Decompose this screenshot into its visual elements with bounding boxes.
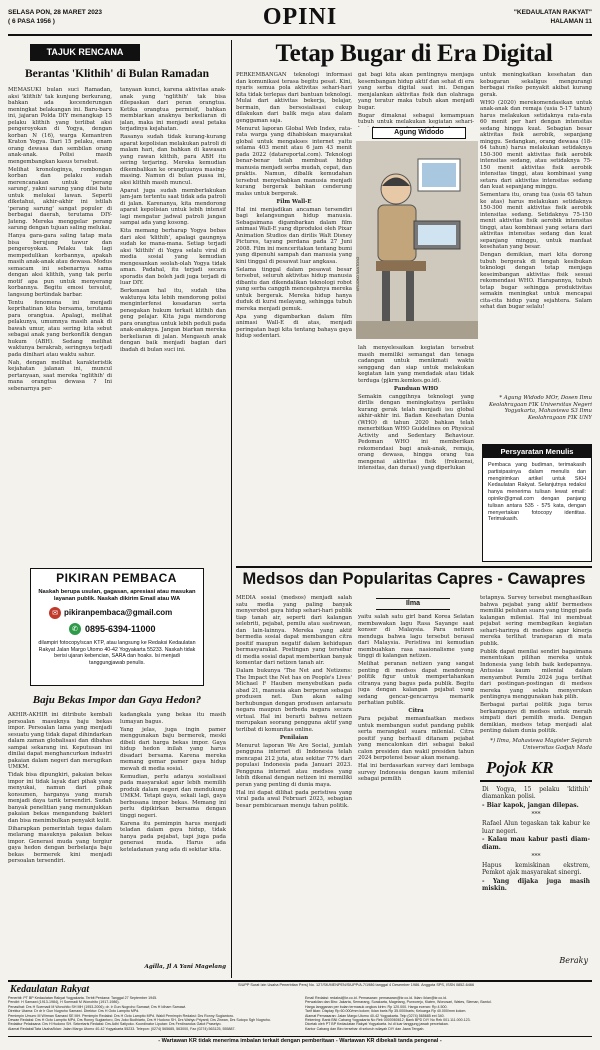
pembaca-email[interactable]: pikiranpembaca@gmail.com: [64, 608, 173, 617]
pojok-title: Pojok KR: [486, 758, 554, 777]
paragraph: Rasanya sudah tidak kurang-kurang aparat kepolisian melakukan patroli di malam hari, dan bahkan di kawasan yang rawan klithih, para ABH itu sering terjaring. Mereka kemudian dikembalikan ke orangtuanya masing-masing. Namun di bulan puasa ini, aksi klithih masih muncul.: [120, 134, 226, 186]
paragraph: PERKEMBANGAN teknologi informasi dan komunikasi terasa begitu pesat. Kini, nyaris semua pola aktivitas sehari-hari kita tidak terlepas dari bantuan teknologi. Mulai dari aktivitas bekerja, belajar, bermain, dan bersosialisasi cukup dilakukan dari balik meja atau dalam genggaman saja.: [236, 72, 352, 124]
second-article-title: Medsos dan Popularitas Capres - Cawapres: [242, 570, 586, 588]
second-col-2: [358, 614, 474, 976]
main-col-2-top: [358, 72, 474, 127]
colophon-line: Pendiri: H Samawi (1913-1984), H Soemadi M Wonohito (1917-1986).: [8, 1000, 120, 1005]
main-col-2-bottom: [358, 345, 474, 562]
editorial-title: Berantas 'Klithih' di Bulan Ramadan: [24, 68, 210, 80]
subheading: Film Wall-E: [276, 198, 312, 205]
paragraph: gat bagi kita akan pentingnya menjaga kesembangan hidup aktif dan sehat di era yang serba digital saat ini. Dengan menjalankan aktivitas fisik dan olahraga yang teratur maka tubuh akan menjadi bugar.: [358, 72, 474, 111]
editorial-label: TAJUK RENCANA: [30, 44, 140, 61]
paragraph: Bugar dimaknai sebagai kemampuan tubuh untuk melakukan kegiatan sehari-: [358, 112, 474, 125]
paragraph: Sementara itu, orang tua (usia 65 tahun ke atas) harus melakukan setidaknya 150-300 menit aktivitas fisik aerobik intensitas sedang. Setidaknya 75-150 menit aktivitas fisik aerobik intensitas tinggi, atau kombinasi yang setara dari aktivitas intensitas sedang dan kuat sepanjang minggu, untuk manfaat kesehatan yang besar.: [480, 192, 592, 250]
paragraph: Diharapkan pemerintah tegas dalam melarang masuknya pakaian bekas impor. Generasi muda yang tergiur gaya hedon dengan berbelanja baju bekas bermerek kini menjadi persoalan tersendiri.: [8, 825, 112, 864]
second-article-bio: *) Ilma, Mahasiswa Magister Sejarah Universitas Gadjah Mada: [490, 738, 592, 751]
paragraph: MEMASUKI bulan suci Ramadan, aksi 'klithih' tak kunjung berkurang, bahkan ada kecenderungan meningkat belakangan ini. Baru-baru ini, jajaran Polda DIY menangkap 15 pelaku klithih yang terlibat aksi pengeroyokan di Yogya, dengan korban N (16), warga Kemantren Kraton Yogya. Dari 15 pelaku, enam orang dewasa dan sembilan orang anak-anak. Polisi masih mengembangkan kasus tersebut.: [8, 87, 112, 165]
main-col-3: [480, 72, 592, 392]
paragraph: Hal ini dapat dilihat pada peristiwa yang viral pada awal Februari 2023, sebagian besar pembicaraan menuju tahun politik.: [236, 789, 352, 809]
colophon-line: Alamat Redaksi/Tata Usaha/Iklan: Jalan Margo Utomo 40-42 Yogyakarta 55233. Telepon: (0274) 565685, 563000, Fax (0274) 563125, 555887.: [8, 1026, 236, 1031]
second-col-3: [480, 595, 592, 735]
masthead: [8, 6, 592, 34]
paragraph: AKHIR-AKHIR ini ditribute kembali persoalan masuknya baju bekas impor. Persoalan lama yang menjadi sesuatu yang tidak dapat dihindarkan dalam zaman globalisasi dan dibahas sampai sekarang ini. Keputusan ini dinilai dapat menghancurkan industri pakaian dalam negeri dan merugikan UMKM.: [8, 712, 112, 770]
colophon-line: Rekening: Bank BNI Cabang Yogyakarta No Rek 0000060612; Bank BPD DIY No Rek 001.111.000.123.: [305, 1018, 471, 1023]
masthead-page: HALAMAN 11: [550, 18, 592, 25]
masthead-edition: ( 6 PASA 1956 ): [8, 18, 55, 25]
colophon-line: Direktur Utama: Dr dr Ir Gun Nugroho Samawi. Direktur: Drs H Octo Lampito MPd.: [8, 1009, 140, 1014]
persyaratan-box: [482, 444, 592, 562]
pojok-title-rule: [480, 780, 592, 782]
colophon-line: Kantor Cabang dan Biro tersebar di seluruh wilayah DIY dan Jawa Tengah.: [305, 1026, 425, 1031]
colophon-line: Alamat Pemasaran: Jalan Margo Utomo 40-42 Yogyakarta. Telp (0274) 565685 ext 340.: [305, 1013, 445, 1018]
paragraph: Karena itu pemimpin harus menjadi teladan dalam gaya hidup, tidak hanya pada pejabat, tapi juga pada generasi muda. Harus ada keteladanan yang ada di sekitar kita.: [120, 820, 226, 853]
author-name: Agung Widodo: [394, 129, 444, 136]
paragraph: Kita memang berharap Yogya bebas dari aksi 'klithih', apalagi gaungnya sudah ke mana-mana. Setiap terjadi aksi 'klithih' di Yogya selalu viral di media sosial yang kemudian mengesankan seolah-olah Yogya tidak aman. Padahal, itu terjadi secara sporadis dan boleh jadi juga terjadi di luar DIY.: [120, 228, 226, 286]
paragraph: Tidak bisa dipungkiri, pakaian bekas impor ini tidak layak dari pihak yang menyukai, namun dari pihak konsumen, harganya yang murah menjadi daya tarik tersendiri. Sudah banyak penelitian yang menunjukkan pakaian bekas mengandung bakteri dan bisa menimbulkan penyakit kulit.: [8, 772, 112, 824]
second-author-badge: [376, 598, 450, 610]
persyaratan-text: Pembaca yang budiman, terimakasih partisipasinya dalam menulis dan mengirimkan artikel untuk SKH Kedaulatan Rakyat. Selanjutnya redaksi hanya menerima tulisan lewat email: opinikr@gmail.com dengan panjang tulisan antara 535 - 575 kata, dengan menyertakan fotocopy identitas. Terimakasih.: [488, 462, 586, 523]
article-illustration: [356, 141, 478, 339]
paragraph: Hal ini menjadikan ancaman tersendiri bagi kelangsungan hidup manusia. Sebagaimana digambarkan dalam film animasi Wall-E yang diproduksi oleh Pixar Animation Studios dan dirilis Walt Disney Pictures, tayang perdana pada 27 Juni 2008. Film ini menceritakan tentang bumi yang dipenuhi sampah dan manusia yang kini tinggal di pesawat luar angkasa.: [236, 206, 352, 265]
pojok-separator: ***: [531, 811, 541, 819]
mid-rule: [236, 566, 592, 568]
subheading: Panduan WHO: [393, 385, 439, 392]
letter-col-2: [120, 712, 226, 962]
colophon-line: Penasihat: Drs H Soemadi M Wonohito SH MH (1953-2006); dr. Ir Gun Nugroho Samawi; Drs H Idham Samawi.: [8, 1004, 187, 1009]
whatsapp-icon: ✆: [69, 623, 81, 635]
paragraph: tanyaan kunci, karena aktivitas anak-anak yang 'nglithih' tak bisa dilepaskan dari peran orangtua. Ketika orangtua permisif, bahkan membiarkan anaknya berkeliaran di jalan, maka ini menjadi awal petaka terjadinya kejahatan.: [120, 87, 226, 132]
colophon: [8, 983, 592, 1035]
pojok-signature: Beraky: [559, 956, 588, 965]
pojok-separator: ***: [531, 852, 541, 860]
masthead-paper: "KEDAULATAN RAKYAT": [513, 9, 592, 16]
paragraph: Melihat peranan netizen yang sangat penting di medsos dapat mendorong politik figur untuk mempertahankan citranya yang bagus pada publik. Begitu juga dengan kalangan pejabat yang sedang gencar-gencarnya memarik perhatian publik.: [358, 661, 474, 706]
colophon-line: Pemimpin Umum: M Wirman Samawi SE MH. Pemimpin Redaksi: Drs H Octo Lampito MPd. Wakil Pemimpin Redaksi: Drs Ronny Sugiantoro.: [8, 1013, 234, 1018]
paragraph: Para pejabat memanfaatkan medsos untuk membangun sudut pandang publik serta merangkul suara milenial. Citra positif yang berhasil ditanam pejabat yang mencalonkan diri sebagai bakal calon presiden dan wakil presiden tahun 2024 berpotensi besar akan menang.: [358, 716, 474, 761]
paragraph: Publik dapat menilai sendiri bagaimana menentukan pilihan mereka untuk Indonesia yang lebih baik kedepannya. Antusias kaum milenial dalam menyambut Pemilu 2024 juga terlihat dari postingan-postingan di medsos mereka yang selalu menyerukan pentingnya menggunakan hak pilih.: [480, 648, 592, 700]
pojok-item: Di Yogya, 15 pelaku 'klithih' diamankan polisi.: [482, 786, 590, 801]
masthead-date: SELASA PON, 28 MARET 2023: [8, 9, 103, 16]
editorial-section: [8, 40, 226, 565]
paragraph: Dengan demikian, mari kita dorong tubuh bergerak di tengah kesibukan teknologi dengan tetap menjaga keseimbangan aktivitas fisik sesuai rekomendasi WHO. Harapannya, tubuh tetap bugar sehingga produktivitas semakin meningkat untuk mencapai cita-cita hidup yang sejahtera. Salam sehat dan bugar selalu!: [480, 252, 592, 310]
paragraph: Nah, dengan melihat karakteristik kejahatan jalanan ini, muncul pertanyaan, saat mereka 'nglithih' di mana orangtua dewasa ? Ini sebenarnya per-: [8, 359, 112, 392]
paragraph: WHO (2020) merekomendasikan untuk anak-anak dan remaja (usia 5-17 tahun) harus melakukan setidaknya rata-rata 60 menit per hari dengan intensitas sedang hingga kuat. Sebagian besar aktivitas fisik aerobik, sepanjang minggu. Sedangkan, orang dewasa (18-64 tahun) harus melakukan setidaknya 150-300 menit aktivitas fisik aerobik intensitas sedang, atau setidaknya 75-150 menit aktivitas fisik aerobik intensitas tinggi, atau kombinasi yang setara dari aktivitas intensitas sedang dan kuat sepanjang minggu.: [480, 99, 592, 190]
illustration-figure: [356, 141, 478, 339]
email-icon: ✉: [49, 607, 61, 619]
paragraph: Hanya gara-gara saling tatap mata bisa berujung tawur dan pengeroyokan. Pelaku tak lagi mempedulikan korbannya, apakah masih anak-anak atau dewasa. Modus semacam ini sebenarnya sama dengan aksi klithih, yang tak perlu motif apa pun untuk menyerang korbannya. Begitu emosi tersulut, langsung bertindak barbar.: [8, 233, 112, 298]
paragraph: lah menyelesaikan kegiatan tersebut masih memiliki semangat dan tenaga cadangan untuk menikmati waktu senggang dan siap untuk melakukan kegiatan lain yang mendadak atau tidak terduga (pjkrm.kemkes.go.id).: [358, 345, 474, 384]
photo-credit: KR/JOKO SANTOSO: [356, 256, 360, 291]
footer-note: - Wartawan KR tidak menerima imbalan terkait dengan pemberitaan - Wartawan KR dibekali tanda pengenal -: [158, 1038, 442, 1044]
pojok-box: [480, 758, 592, 973]
colophon-line: Redaktur Pelaksana: Drs H Hudono SH. Sekretaris Redaksi: Drs Adhi Satiyoko. Koordinator Liputan: Drs Ferdinandus Gatot Prasetyo.: [8, 1022, 222, 1027]
colophon-line: Tarif iklan: Display Rp 60.000/mm kolom; Iklan baris Rp 35.000/baris; Keluarga Rp 40.000/mm kolom.: [305, 1009, 467, 1014]
paragraph: kadangkala yang bekas itu masih lumayan bagus.: [120, 712, 226, 725]
pembaca-title: PIKIRAN PEMBACA: [56, 571, 177, 585]
main-article-title: Tetap Bugar di Era Digital: [275, 40, 553, 67]
main-col-1: [236, 72, 352, 562]
paragraph: Yang jelas, juga ingin pamer menggunakan baju bermerek, meski dibeli dari harga bekas impor. Gaya hidup hedon inilah yang harus disadari bersama. Karena mereka memang gemar pamer gaya hidup mewah di media sosial.: [120, 726, 226, 772]
colophon-body: [8, 996, 592, 1035]
pojok-quip: - Kalau mau kabur pasti diam-diam.: [482, 836, 590, 851]
colophon-line: Email Redaksi: redaksi@kr.co.id. Pemasaran: pemasaran@kr.co.id. Iklan: iklan@kr.co.id.: [305, 996, 447, 1000]
pojok-item: Hapus kemiskinan ekstrem, Pemkot ajak masyarakat sinergi.: [482, 861, 590, 877]
paragraph: tetapnya. Survey tersebut menghasilkan bahwa pejabat yang aktif bermedsos memiliki peluhan suara yang tinggi pada kalangan milenial. Hal ini membuat pejabat sering membagikan kegiatan sehari-harinya di medsos agar kinerja mereka terlihat transparan di mata publik.: [480, 595, 592, 647]
colophon-logo: Kedaulatan Rakyat: [10, 984, 90, 995]
pembaca-intro: Naskah berupa usulan, gagasan, apresiasi atau masukan layanan publik. Naskah dikirim Email atau WA: [38, 589, 196, 602]
masthead-rule: [8, 34, 592, 36]
pojok-quip: - Biar kapok, jangan dilepas.: [482, 802, 579, 810]
paragraph: untuk meningkatkan kesehatan dan kebugaran sekaligus mengurangi berbagai risiko penyakit akibat kurang gerak.: [480, 72, 592, 98]
second-col-1: [236, 595, 352, 975]
subheading: Citra: [408, 708, 424, 714]
letter-title: Baju Bekas Impor dan Gaya Hedon?: [32, 694, 202, 706]
paragraph: Menurut laporan Global Web Index, rata-rata warga yang dihabiskan masyarakat global untuk mengakses internet yaitu selama 403 menit atau 6 jam 43 menit pada 2022 (datareportal.com). Teknologi benar-benar telah membuat hidup manusia menjadi serba mudah, cepat, dan praktis. Namun, dibalik kemudahan tersebut menyebabkan manusia menjadi kurang bergerak bahkan cenderung malas untuk bergerak.: [236, 125, 352, 197]
colophon-line: Penerbit: PT BP Kedaulatan Rakyat Yogyakarta. Terbit Perdana: Tanggal 27 September 1945.: [8, 996, 158, 1000]
paragraph: yaitu salah satu girl band Korea Selatan membawakan lagu Rasa Sayange saat konser di Malaysia. Para netizen menduga bahwa lagu tersebut berasal dari Malaysia. Peristiwa ini kemudian membuahkan rasa nasionalisme yang tinggi di kalangan netizen.: [358, 614, 474, 659]
main-article-bio: * Agung Widodo MOr, Dosen Ilmu Keolahragaan FIK Universitas Negeri Yogyakarta, Mahasiswa S3 Ilmu Keolahragaan FIK UNY: [489, 395, 592, 421]
colophon-siup: SIUPP Surat Izin Usaha Penerbitan Pers) No. 127/SK/MENPEN/SIUPP/A.7/1986 tanggal 4 Desember 1986. Anggota SPS, ISSN 0852-6466: [238, 983, 475, 987]
letter-signature: Agilla, Jl A Yani Magelang: [144, 964, 226, 970]
paragraph: Kemudian, perlu adanya sosialisasi pada masyarakat agar lebih memilih produk dalam negeri dan mendukung UMKM. Tetapi gaya, sekali lagi, gaya berbusana impor bekas. Memang ini perlu dipikirkan bersama dengan tinggi negeri.: [120, 773, 226, 819]
subheading: Penilaian: [279, 734, 309, 741]
colophon-line: Dicetak oleh PT BP Kedaulatan Rakyat Yogyakarta. Isi di luar tanggung jawab percetakan.: [305, 1022, 449, 1027]
pembaca-box: [30, 568, 204, 686]
paragraph: Menurut laporan We Are Social, jumlah pengguna internet di Indonesia telah mencapai 212 juta, atau sekitar 77% dari populasi Indonesia pada Januari 2023. Pengguna internet atau medsos yang lebih dikenal dengan netizen ini memiliki peran yang penting di dunia maya.: [236, 742, 352, 788]
colophon-line: Harga langganan per bulan termasuk ongkos kirim: Rp 120.000. Harga eceran: Rp 4.500.: [305, 1004, 448, 1009]
paragraph: Semakin canggihnya teknologi yang dirilis dengan meningkatnya perilaku kurang gerak telah menjadi isu global akhir-akhir ini. Badan Kesehatan Dunia (WHO) di tahun 2020 bahkan telah menerbitkan WHO Guidelines on Physical Activity and Sedentary Behaviour. Pedoman WHO ini memberikan rekomendasi bagi anak-anak, remaja, orang dewasa, hingga orang tua mengenai aktivitas fisik (frekuensi, intensitas, dan durasi) yang diperlukan: [358, 393, 474, 471]
pojok-list: [482, 786, 590, 956]
second-author-name: Ilma: [405, 600, 420, 607]
colophon-rule: [8, 980, 592, 982]
author-badge: [372, 127, 466, 139]
column-divider: [231, 40, 232, 978]
colophon-line: Dewan Redaksi: Drs H Octo Lampito MPd, Drs Ronny Sugiantoro, Drs Joko Budhiarto, Drs H Hudono SH, Drs Wahyu Priyanti, Drs Zirwan, Drs Sutopo Sgh Nugroho.: [8, 1018, 271, 1023]
pembaca-note: dilampiri fotocopy/scan KTP, atau langsung ke Redaksi Kedaulatan Rakyat Jalan Margo Utomo 40-42 Yogyakarta 55233. Naskah tidak berisi ujaran kebencian, SARA dan hoaks. Isi menjadi tanggungjawab penulis.: [38, 640, 196, 666]
footer-rule: [8, 1036, 592, 1037]
pembaca-wa[interactable]: 0895-6394-11000: [85, 624, 156, 634]
editorial-col-2: [120, 87, 226, 562]
paragraph: Apa yang digambarkan dalam film animasi Wall-E di atas, menjadi peringatan bagi kita tentang bahaya gaya hidup sedentari.: [236, 313, 352, 339]
pojok-item: Rafael Alun tegaskan tak kabur ke luar negeri.: [482, 820, 590, 835]
pojok-quip: - Yang dijaka juga masih miskin.: [482, 877, 590, 893]
colophon-line: Perwakilan dan Biro: Jakarta, Semarang, Surakarta, Magelang, Purworejo, Klaten, Wonosari, Wates, Sleman, Bantul.: [305, 1000, 492, 1005]
paragraph: Selama tinggal dalam pesawat besar tersebut, seluruh aktivitas hidup manusia dibantu dan dikendalikan teknologi robot yang serba canggih mencegahnya mereka untuk bergerak. Mereka hidup hanya duduk di kursi melayang, sehingga tubuh mereka menjadi gemuk.: [236, 266, 352, 312]
paragraph: Melihat kronologinya, rombongan korban dan pelaku sudah merencanakan untuk 'perang sarung', yakni sarung yang diisi batu untuk melukai lawan. Seperti diketahui, akhir-akhir ini istilah 'perang sarung' sangat populer di berbagai daerah, terutama DIY-Jateng. Mereka menggelar perang sarung dengan tujuan saling melukai.: [8, 166, 112, 231]
paragraph: Berbagai partai politik juga terus berkampanye di medsos untuk meraih simpati dari pemilih muda. Dengan demikian, medsos tetap menjadi alat penting dalam dunia politik.: [480, 702, 592, 734]
paragraph: Berkenaan hal itu, sudah tiba waktunya kita lebih mendorong polisi menginterfensi kesadaran serta penegakan hukum terkait klithih dan geng pelajar. Kita juga mendorong para orangtua untuk lebih peduli pada anak-anaknya. Jangan biarkan mereka berkeliaran di jalan. Mengasuh anak dengan baik menjadi bagian dari ibadah di bulan suci ini.: [120, 288, 226, 353]
section-title: OPINI: [262, 4, 338, 30]
editorial-col-1: [8, 87, 112, 562]
paragraph: MEDIA sosial (medsos) menjadi salah satu media yang paling banyak menyerobot gaya hidup sehari-hari publik tiap tanah air, seperti dari kalangan selebriti, pejabat, pemilu atau sastrawan, dan lain-lainnya. Mereka yang aktif bermedia sosial dapat membangun citra positif maupun negatif dalam kehidupan bermasyarakat. Postingan yang tersebar di media sosial dapat memberikan banyak komentar dari netizen tanah air.: [236, 595, 352, 666]
paragraph: Tentu fenomena ini menjadi keprihatinan kita bersama, terutama para orangtua. Apalagi, melihat pelakunya, umumnya masih anak di bawah umur, atau sering kita sebut sebagai anak yang berkonflik dengan hukum (ABH). Sedang melihat waktunya berakrab, seringnya terjadi pada dinihari atau waktu sahur.: [8, 299, 112, 358]
persyaratan-title: Persyaratan Menulis: [483, 445, 591, 458]
paragraph: Aparat juga sudah memberlakukan jam-jam tertentu saat tidak ada patroli di jalan. Karenanya, kita mendorong aparat kepolisian untuk lebih intensif lagi mengatur jadwal patroli jangan sampai ada yang kosong.: [120, 187, 226, 226]
paragraph: Hal ini berdasarkan survey dari lembaga survey Indonesia dengan kaum milenial sebagai pemilih: [358, 763, 474, 782]
letter-col-1: [8, 712, 112, 974]
paragraph: Dalam bukunya 'The Net and Netizens: The Impact the Net has on People's Lives' Michael F Hauben menyebutkan pada abad 21, manusia akan berperan sebagai produsen net. Dan akan saling berhubungan dengan produsen antarsatu negara maupun berbeda negara secara virtual. Hal ini berarti bahwa netizen merupakan seorang pengguna aktif yang terlibat di komunitas online.: [236, 668, 352, 733]
